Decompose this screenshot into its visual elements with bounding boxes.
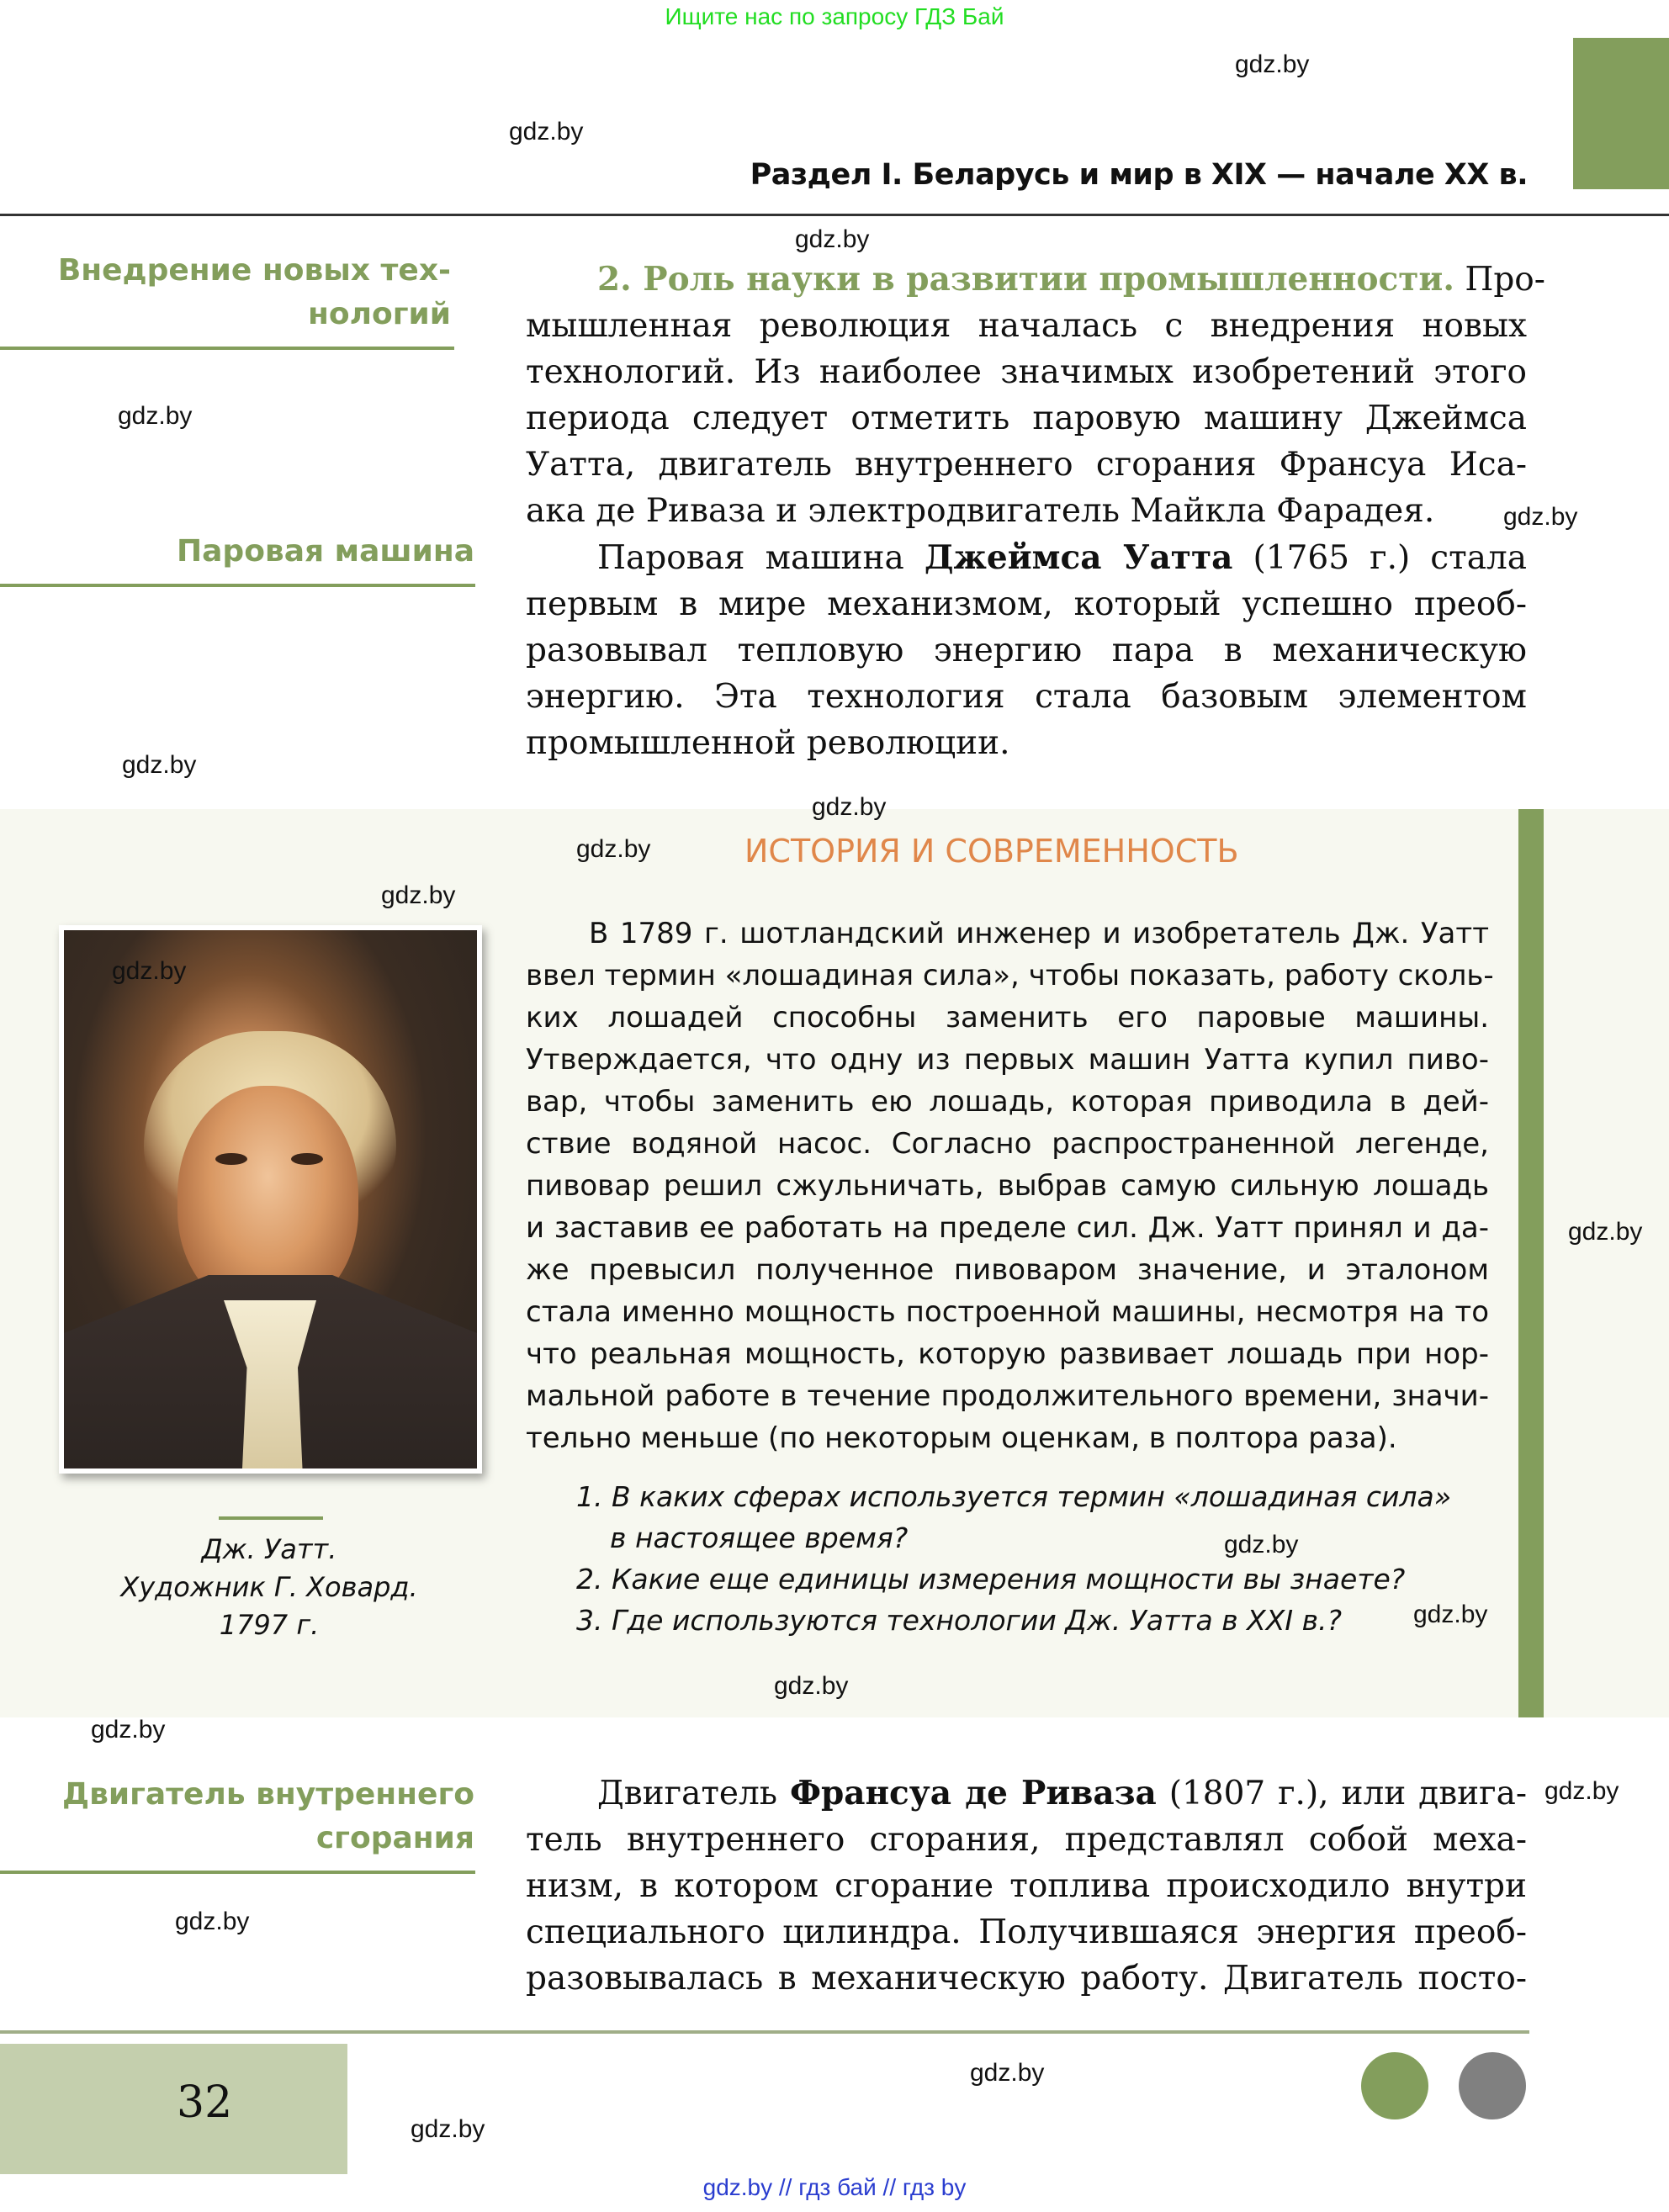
portrait-eye xyxy=(291,1153,323,1165)
watermark: gdz.by xyxy=(1544,1777,1619,1805)
watermark: gdz.by xyxy=(970,2059,1045,2087)
green-dot-icon xyxy=(1361,2052,1428,2119)
box-line: мальной работе в течение продолжительного времени, значи- xyxy=(526,1379,1489,1413)
section2-heading: 2. Роль науки в развитии промышленности. xyxy=(597,260,1454,299)
page-number-box xyxy=(0,2044,347,2174)
margin-heading-new-technologies xyxy=(13,249,451,336)
caption-line: Художник Г. Ховард. xyxy=(120,1571,418,1603)
gray-dot-icon xyxy=(1459,2052,1526,2119)
box-line: ких лошадей способны заменить его паровые машины. xyxy=(526,1001,1489,1035)
watermark: gdz.by xyxy=(509,118,584,146)
text-span: (1765 г.) стала xyxy=(1232,539,1528,577)
questions-list xyxy=(576,1476,1502,1641)
history-box-text xyxy=(526,913,1494,1459)
box-line: В 1789 г. шотландский инженер и изобретатель Дж. Уатт xyxy=(589,917,1489,950)
box-line: пивовар решил сжульничать, выбрав самую сильную лошадь xyxy=(526,1169,1489,1203)
box-line: и заставив ее работать на пределе сил. Дж. Уатт принял и да- xyxy=(526,1211,1489,1245)
margin-divider xyxy=(0,584,475,587)
watermark: gdz.by xyxy=(1235,50,1310,78)
watermark: gdz.by xyxy=(112,957,187,985)
portrait-eye xyxy=(215,1153,247,1165)
caption-divider xyxy=(219,1516,323,1520)
box-line: тельно меньше (по некоторым оценкам, в полтора раза). xyxy=(526,1421,1397,1455)
margin-divider xyxy=(0,1871,475,1874)
section2-line xyxy=(526,257,1545,303)
text-span: Про- xyxy=(1465,261,1545,299)
text-span: Двигатель xyxy=(597,1775,790,1812)
history-box-title: ИСТОРИЯ И СОВРЕМЕННОСТЬ xyxy=(744,833,1239,870)
box-line: ствие водяной насос. Согласно распространенной легенде, xyxy=(526,1127,1489,1161)
caption-line: Дж. Уатт. xyxy=(201,1533,337,1565)
header-divider xyxy=(0,214,1669,216)
steam-line: промышленной революции. xyxy=(526,724,1010,762)
watermark: gdz.by xyxy=(1568,1218,1643,1246)
watermark: gdz.by xyxy=(122,751,197,779)
margin-heading-line: нологий xyxy=(308,297,451,331)
steam-engine-paragraph xyxy=(526,535,1527,766)
watermark: gdz.by xyxy=(795,225,870,253)
chapter-color-tab xyxy=(1573,38,1669,189)
box-line: ввел термин «лошадиная сила», чтобы показать, работу сколь- xyxy=(526,959,1494,992)
margin-heading-line: сгорания xyxy=(315,1821,474,1855)
watermark: gdz.by xyxy=(411,2115,485,2143)
watermark: gdz.by xyxy=(118,402,193,430)
section2-line: Уатта, двигатель внутреннего сгорания Франсуа Иса- xyxy=(526,446,1527,484)
engine-line xyxy=(526,1770,1527,1817)
box-line: же превысил полученное пивоваром значение, и эталоном xyxy=(526,1253,1489,1287)
engine-line: низм, в котором сгорание топлива происходило внутри xyxy=(526,1867,1527,1905)
watermark: gdz.by xyxy=(175,1908,250,1935)
question-item-continuation: в настоящее время? xyxy=(610,1521,909,1554)
section2-line: периода следует отметить паровую машину Джеймса xyxy=(526,400,1527,437)
portrait-painting xyxy=(64,930,477,1468)
section2-line: мышленная революция началась с внедрения новых xyxy=(526,307,1527,345)
text-span: (1807 г.), или двига- xyxy=(1156,1775,1528,1812)
steam-line xyxy=(526,535,1527,581)
bold-name: Джеймса Уатта xyxy=(924,538,1233,577)
engine-paragraph xyxy=(526,1770,1527,2002)
steam-line: первым в мире механизмом, который успешно преоб- xyxy=(526,585,1527,623)
engine-line: тель внутреннего сгорания, представлял собой меха- xyxy=(526,1821,1527,1859)
portrait-image xyxy=(59,925,482,1474)
margin-heading-line: Внедрение новых тех- xyxy=(57,253,451,288)
watermark: gdz.by xyxy=(774,1672,849,1700)
question-item: 2. Какие еще единицы измерения мощности вы знаете? xyxy=(576,1563,1406,1595)
watermark: gdz.by xyxy=(91,1716,166,1744)
box-line: Утверждается, что одну из первых машин Уатта купил пиво- xyxy=(526,1043,1489,1077)
watermark: gdz.by xyxy=(1224,1531,1299,1558)
box-line: стала именно мощность построенной машины, несмотря на то xyxy=(526,1295,1489,1329)
margin-heading-combustion-engine xyxy=(0,1773,474,1860)
watermark: gdz.by xyxy=(1413,1601,1488,1628)
margin-heading-line: Паровая машина xyxy=(177,534,474,569)
watermark: gdz.by xyxy=(1503,503,1578,531)
bottom-banner: gdz.by // гдз бай // гдз by xyxy=(702,2174,967,2200)
page-number: 32 xyxy=(177,2077,233,2128)
text-span: Паровая машина xyxy=(597,539,925,577)
watermark: gdz.by xyxy=(812,793,887,821)
section2-line: ака де Риваза и электродвигатель Майкла Фарадея. xyxy=(526,492,1435,530)
section-title: Раздел I. Беларусь и мир в XIX — начале XX в. xyxy=(750,158,1528,192)
margin-heading-line: Двигатель внутреннего xyxy=(62,1777,474,1812)
history-box-accent-bar xyxy=(1518,809,1544,1717)
top-banner: Ищите нас по запросу ГДЗ Бай xyxy=(665,3,1004,29)
question-item: 3. Где используются технологии Дж. Уатта в XXI в.? xyxy=(576,1604,1343,1637)
box-line: что реальная мощность, которую развивает лошадь при нор- xyxy=(526,1337,1489,1371)
steam-line: энергию. Эта технология стала базовым элементом xyxy=(526,678,1527,716)
steam-line: разовывал тепловую энергию пара в механическую xyxy=(526,632,1527,669)
bold-name: Франсуа де Риваза xyxy=(789,1774,1157,1812)
engine-line: специального цилиндра. Получившаяся энергия преоб- xyxy=(526,1913,1527,1951)
footer-divider xyxy=(0,2030,1529,2034)
box-line: вар, чтобы заменить ею лошадь, которая приводила в дей- xyxy=(526,1085,1489,1119)
caption-line: 1797 г. xyxy=(219,1609,320,1641)
margin-divider xyxy=(0,347,454,350)
watermark: gdz.by xyxy=(576,835,651,863)
watermark: gdz.by xyxy=(381,881,456,909)
margin-heading-steam-engine xyxy=(37,530,474,574)
portrait-caption xyxy=(101,1531,437,1644)
question-item: 1. В каких сферах используется термин «лошадиная сила» xyxy=(576,1480,1452,1513)
engine-line: разовывалась в механическую работу. Двигатель посто- xyxy=(526,1960,1527,1998)
section2-line: технологий. Из наиболее значимых изобретений этого xyxy=(526,353,1527,391)
